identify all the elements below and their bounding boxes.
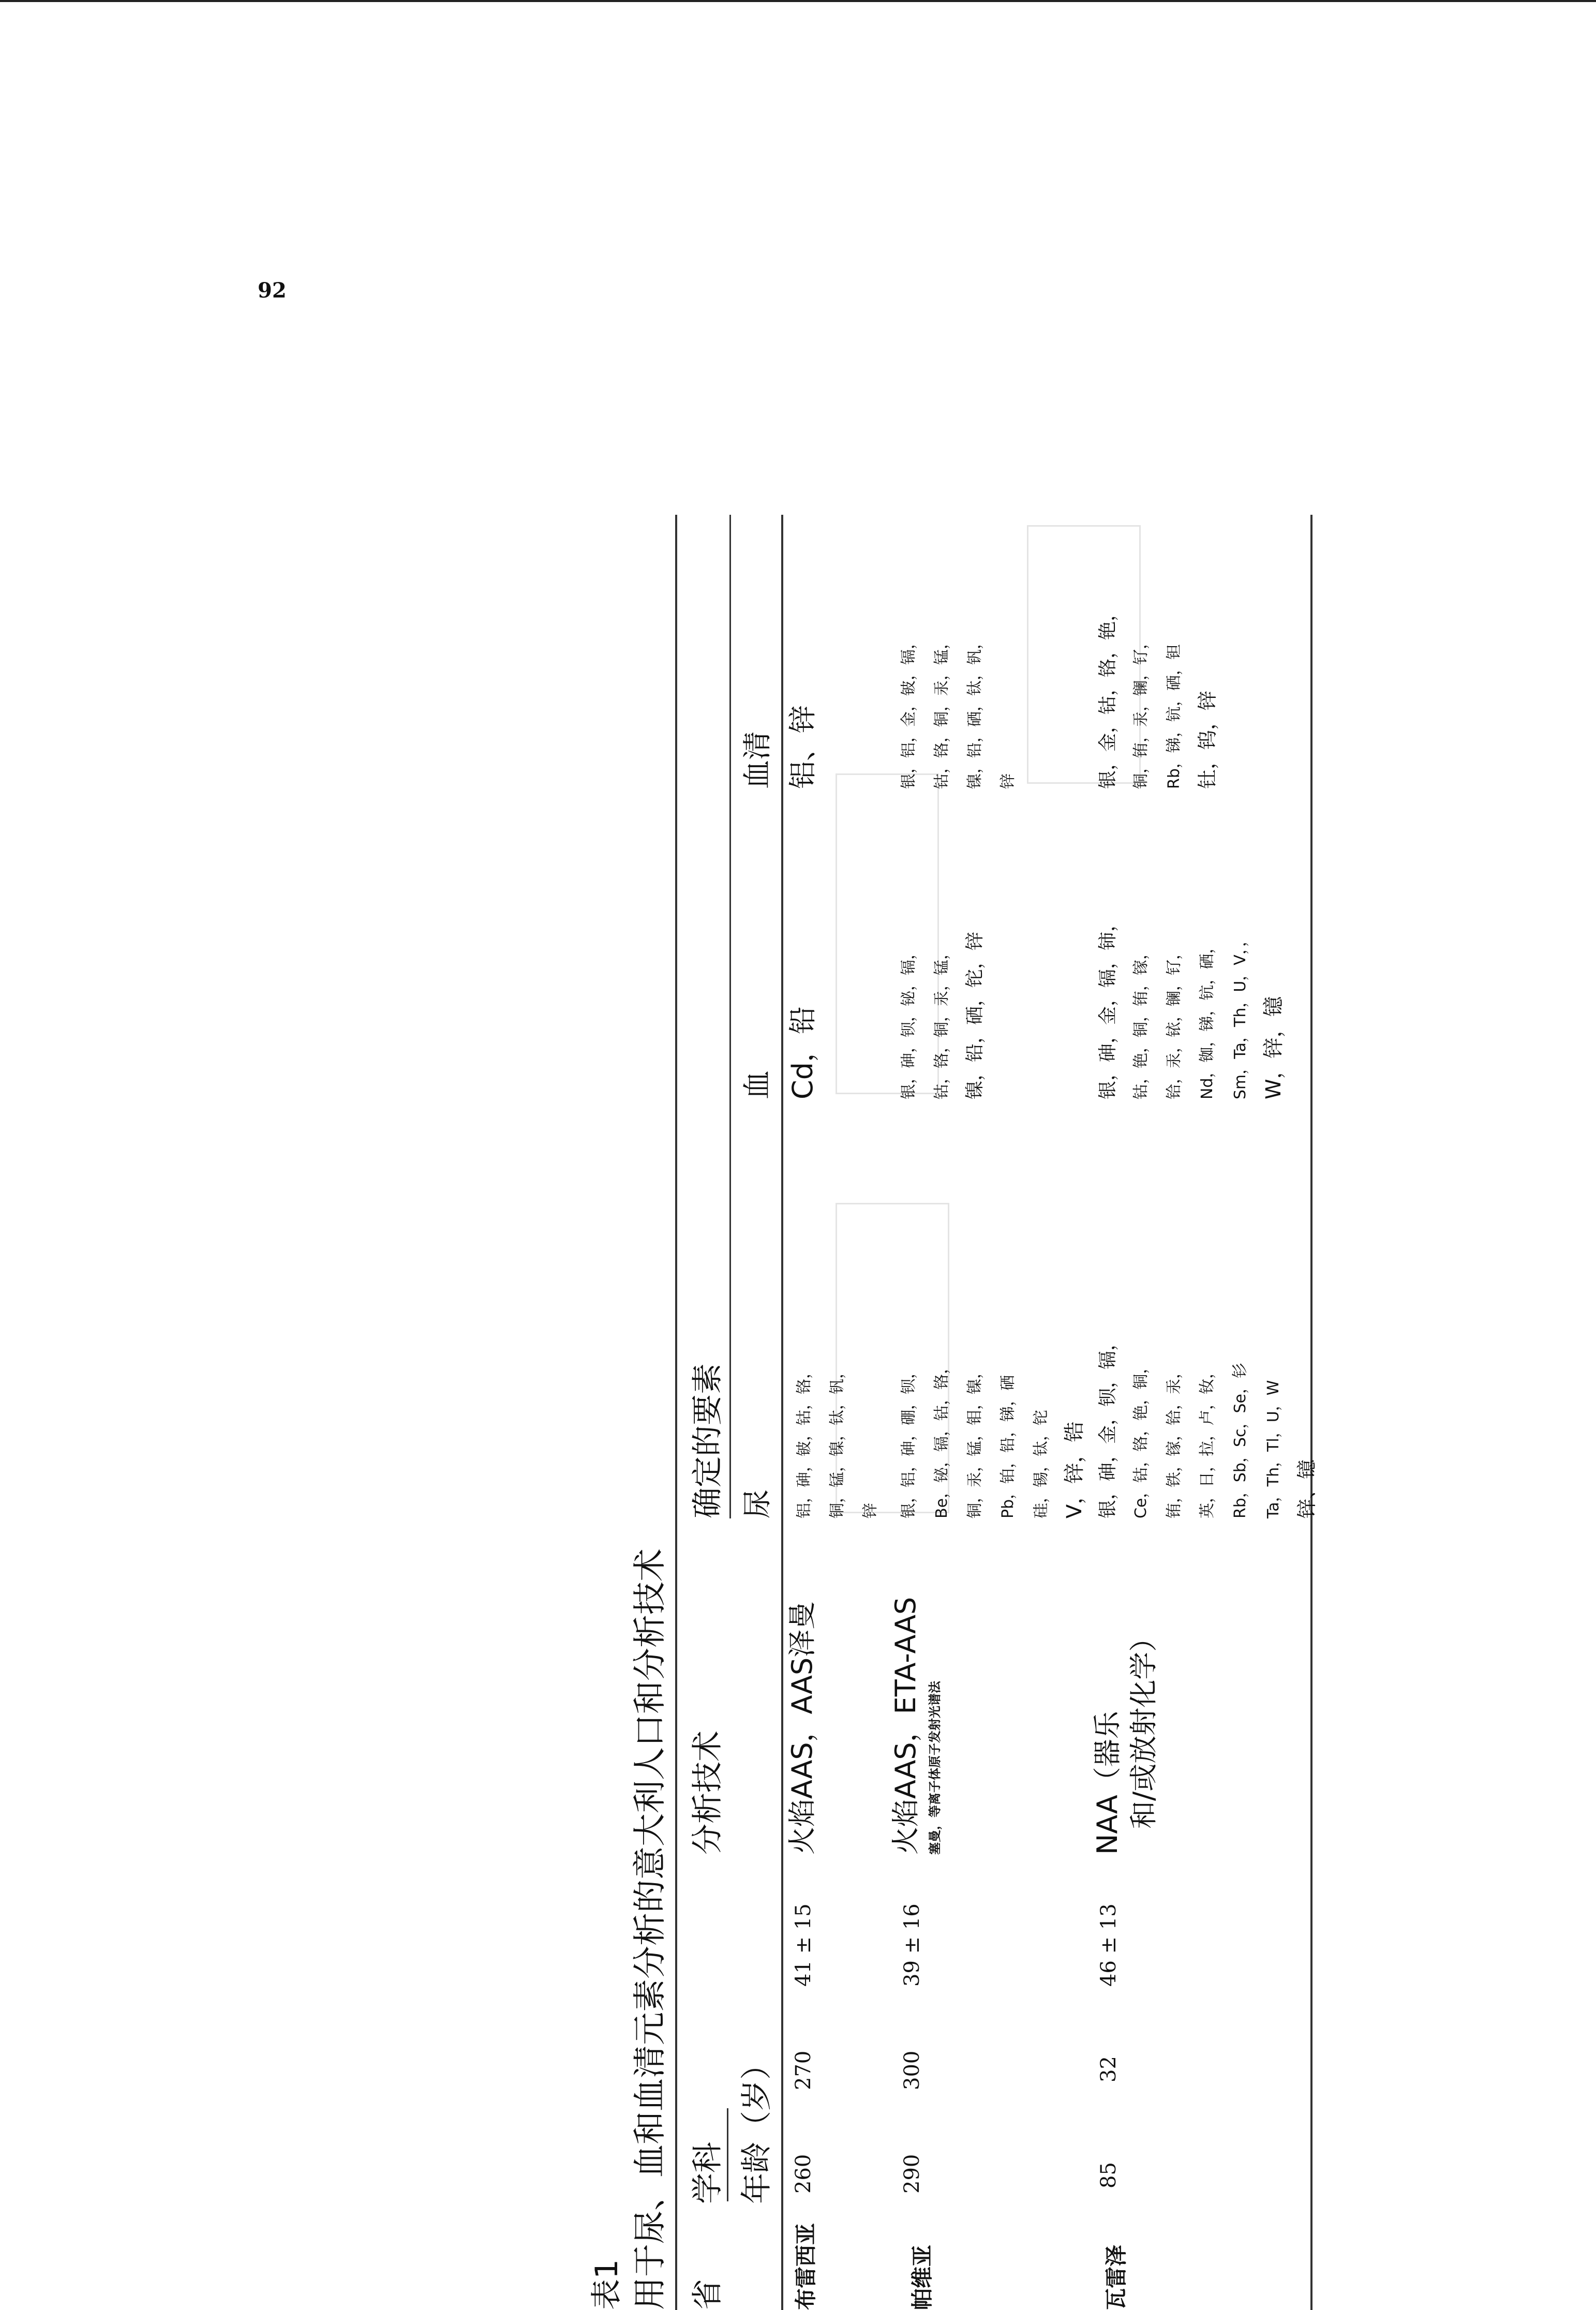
row-brescia-n1: 260 bbox=[792, 2154, 815, 2194]
element-line: Nd，铷，锑，钪，硒， bbox=[1198, 938, 1216, 1099]
row-varese-n1: 85 bbox=[1097, 2162, 1121, 2188]
table-label: 表1 bbox=[589, 2259, 625, 2310]
element-line: 银，铝，砷，硼，钡， bbox=[900, 1363, 918, 1518]
row-varese-technique-line2: 和/或放射化学） bbox=[1127, 1623, 1160, 1829]
element-line: 银，金，钴，铬，铯， bbox=[1097, 602, 1118, 789]
row-brescia-age: 41 ± 15 bbox=[792, 1903, 815, 1987]
row-pavia-province: 帕维亚 bbox=[909, 2244, 935, 2310]
element-line: Be，铋，镉，钴，铬， bbox=[933, 1358, 951, 1518]
row-pavia-serum bbox=[892, 634, 1025, 789]
row-varese-blood bbox=[1092, 913, 1290, 1099]
row-pavia-n2: 300 bbox=[900, 2050, 924, 2090]
element-line: 铝、锌 bbox=[786, 705, 819, 789]
header-technique: 分析技术 bbox=[690, 1731, 726, 1855]
header-elements: 确定的要素 bbox=[690, 1363, 726, 1518]
rotated-table bbox=[582, 515, 1317, 2310]
row-varese-serum bbox=[1092, 603, 1224, 789]
element-line: 铜，铕，汞，镧，钌， bbox=[1132, 634, 1150, 789]
row-pavia-technique-note: 塞曼，等离子体原子发射光谱法 bbox=[928, 1681, 942, 1855]
header-subjects: 学科 bbox=[690, 2142, 726, 2204]
row-varese-urine bbox=[1092, 1332, 1323, 1518]
element-line: 锌 bbox=[861, 1503, 879, 1518]
row-varese-age: 46 ± 13 bbox=[1097, 1903, 1121, 1987]
element-line: Ta，Th，Tl，U，W bbox=[1264, 1380, 1282, 1518]
row-brescia-technique: 火焰AAS，AAS泽曼 bbox=[786, 1601, 818, 1855]
element-line: Rb，Sb，Sc，Se，钐 bbox=[1231, 1362, 1249, 1518]
table-top-rule bbox=[675, 515, 677, 2310]
element-line: 镍，铅，硒，钛，钒， bbox=[966, 634, 984, 789]
row-brescia-urine bbox=[788, 1363, 887, 1518]
element-line: 银，砷，金，镉，铈， bbox=[1097, 913, 1118, 1099]
element-line: Sm，Ta，Th，U，V，， bbox=[1231, 931, 1249, 1099]
element-line: W，锌，镱 bbox=[1262, 996, 1286, 1099]
header-bottom-rule bbox=[781, 515, 783, 2310]
row-brescia-blood bbox=[786, 1006, 819, 1099]
element-line: 锌 bbox=[999, 773, 1017, 789]
element-line: 硅，锡，钛，铊 bbox=[1032, 1410, 1050, 1518]
element-line: 铪，汞，铱，镧，钌， bbox=[1165, 944, 1183, 1099]
element-line: Ce，钴，铬，铯，铜， bbox=[1132, 1358, 1150, 1518]
row-pavia-technique: 火焰AAS，ETA-AAS bbox=[889, 1597, 922, 1855]
element-line: 银，砷，钡，铋，镉， bbox=[900, 944, 918, 1099]
element-line: 铝，砷，铍，钴，铬， bbox=[795, 1363, 813, 1518]
element-line: 钴，铬，铜，汞，锰， bbox=[933, 634, 951, 789]
row-pavia-urine bbox=[892, 1359, 1091, 1518]
row-varese-province: 瓦雷泽 bbox=[1103, 2244, 1129, 2310]
header-urine: 尿 bbox=[741, 1489, 774, 1518]
row-pavia-age: 39 ± 16 bbox=[900, 1903, 924, 1987]
row-pavia-blood bbox=[892, 932, 992, 1099]
element-line: Pb，铂，铅，锑，硒 bbox=[999, 1375, 1017, 1518]
element-line: 钍，钨，锌 bbox=[1196, 690, 1219, 789]
element-line: 钴，铬，铜，汞，锰， bbox=[933, 944, 951, 1099]
row-varese-technique: NAA（器乐 bbox=[1091, 1711, 1124, 1855]
header-serum: 血清 bbox=[741, 731, 774, 789]
element-line: 铜，汞，锰，钼，镍， bbox=[966, 1363, 984, 1518]
element-line: 英，日，拉，卢，钕， bbox=[1198, 1363, 1216, 1518]
element-line: 镍，铅，硒，铊，锌 bbox=[964, 931, 986, 1099]
element-line: 锌、镱 bbox=[1295, 1459, 1318, 1518]
header-province: 省 bbox=[690, 2279, 726, 2310]
table-caption: 用于尿、血和血清元素分析的意大利人口和分析技术 bbox=[631, 1548, 669, 2310]
element-line: 银，铝，金，铍，镉， bbox=[900, 634, 918, 789]
row-varese-n2: 32 bbox=[1097, 2056, 1121, 2082]
row-brescia-n2: 270 bbox=[792, 2050, 815, 2090]
element-line: 铜，锰，镍，钛，钒， bbox=[828, 1363, 846, 1518]
page-top-border bbox=[0, 0, 1596, 2]
element-line: 铕，铁，镓，铪，汞， bbox=[1165, 1363, 1183, 1518]
header-sub-rule-elements bbox=[729, 515, 731, 1518]
element-line: Cd，铅 bbox=[786, 1006, 819, 1099]
element-line: V，锌，锆 bbox=[1063, 1421, 1086, 1518]
row-brescia-province: 布雷西亚 bbox=[793, 2223, 818, 2310]
header-age: 年龄（岁） bbox=[739, 2049, 775, 2204]
page-number: 92 bbox=[258, 278, 287, 303]
header-blood: 血 bbox=[741, 1070, 774, 1099]
row-pavia-n1: 290 bbox=[900, 2154, 924, 2194]
element-line: 钴，铯，铜，铕，镓， bbox=[1132, 944, 1150, 1099]
element-line: Rb，锑，钪，硒，钽 bbox=[1165, 644, 1183, 789]
element-line: 银，砷，金，钡，镉， bbox=[1097, 1332, 1118, 1518]
row-brescia-serum bbox=[786, 705, 819, 789]
